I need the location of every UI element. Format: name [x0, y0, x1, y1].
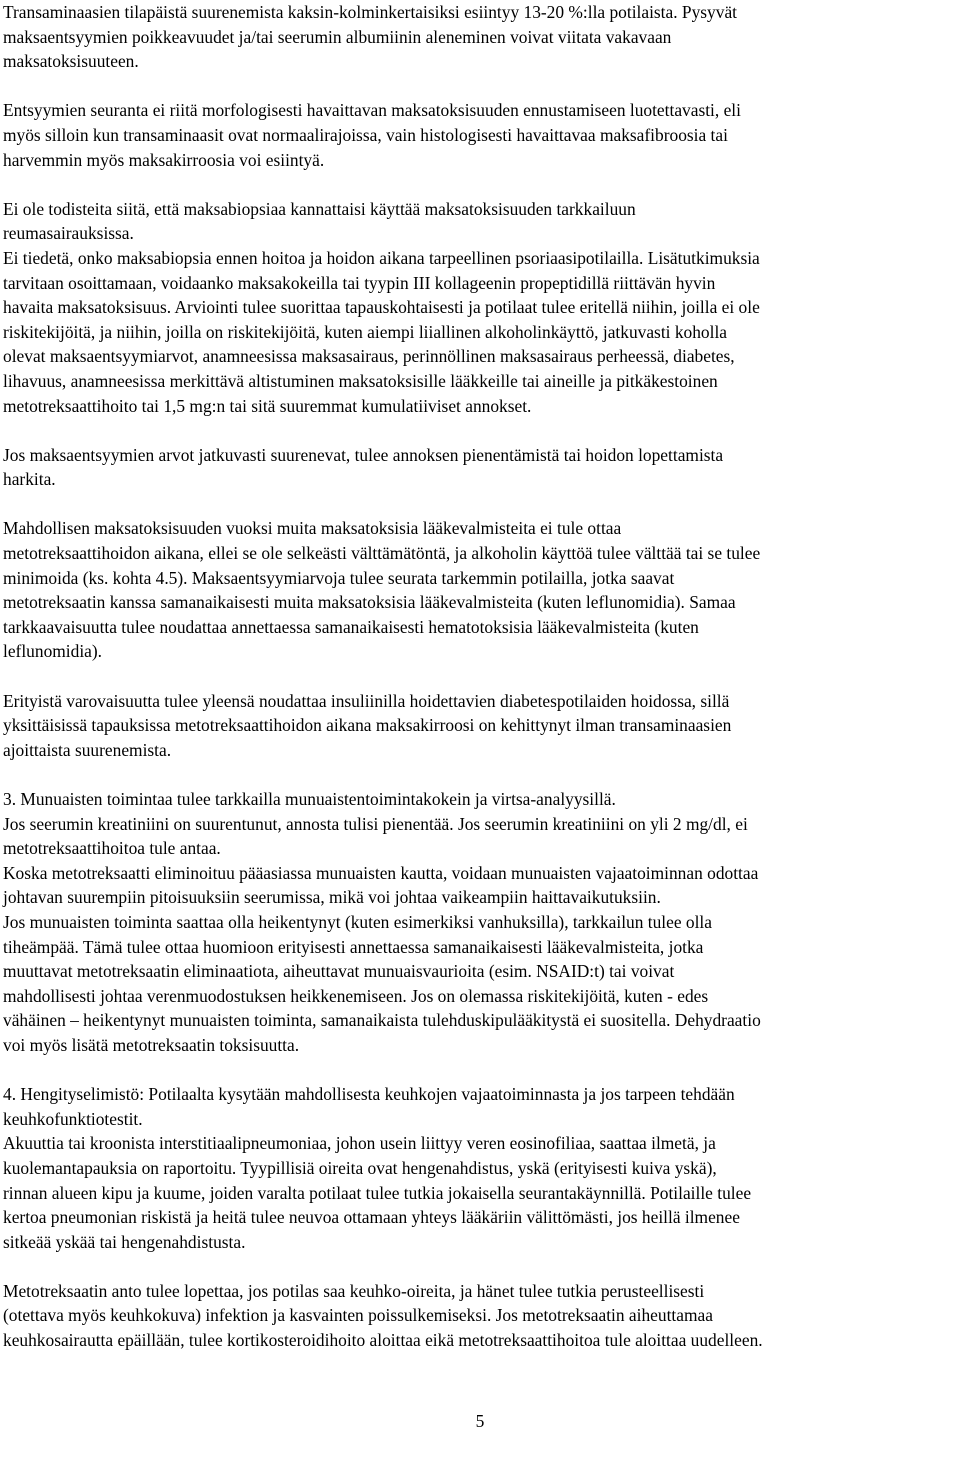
paragraph-enzyme-monitoring: Entsyymien seuranta ei riitä morfologisesti havaittavan maksatoksisuuden ennustamiseen luotettavasti, eli myös silloin kun transaminaasit ovat normaalirajoissa, vain histologisesti havaittavaa maksafibroosia tai harvemmin myös maksakirroosia voi esiintyä. [3, 100, 741, 170]
paragraph-liver-biopsy: Ei ole todisteita siitä, että maksabiopsiaa kannattaisi käyttää maksatoksisuuden tarkkailuun reumasairauksissa. Ei tiedetä, onko maksabiopsia ennen hoitoa ja hoidon aikana tarpeellinen psoriaasipotilailla. Lisätutkimuksia tarvitaan osoittamaan, voidaanko maksakokeilla tai tyypin III kollageenin propeptidillä riittävän hyvin havaita maksatoksisuus. Arviointi tulee suorittaa tapauskohtaisesti ja potilaat tulee eritellä niihin, joilla ei ole riskitekijöitä, ja niihin, joilla on riskitekijöitä, kuten aiempi liiallinen alkoholinkäyttö, jatkuvasti koholla olevat maksaentsyymiarvot, anamneesissa maksasairaus, perinnöllinen maksasairaus perheessä, diabetes, lihavuus, anamneesissa merkittävä altistuminen maksatoksisille lääkkeille tai aineille ja pitkäkestoinen metotreksaattihoito tai 1,5 mg:n tai sitä suuremmat kumulatiiviset annokset. [3, 198, 760, 416]
paragraph-dose-reduction: Jos maksaentsyymien arvot jatkuvasti suurenevat, tulee annoksen pienentämistä tai hoidon lopettamista harkita. [3, 444, 724, 490]
paragraph-spacer [3, 664, 960, 689]
paragraph-transaminases: Transaminaasien tilapäistä suurenemista kaksin-kolminkertaisiksi esiintyy 13-20 %:lla potilaista. Pysyvät maksaentsyymien poikkeavuudet ja/tai seerumin albumiinin aleneminen voivat viitata vakavaan maksatoksisuuteen. [3, 2, 737, 72]
paragraph-respiratory-system: 4. Hengityselimistö: Potilaalta kysytään mahdollisesta keuhkojen vajaatoiminnasta ja jos tarpeen tehdään keuhkofunktiotestit. Akuuttia tai kroonista interstitiaalipneumoniaa, johon usein liittyy veren eosinofiliaa, saattaa ilmetä, ja kuolemantapauksia on raportoitu. Tyypillisiä oireita ovat hengenahdistus, yskä (erityisesti kuiva yskä), rinnan alueen kipu ja kuume, joiden varalta potilaat tulee tutkia jokaisella seurantakäynnillä. Potilaille tulee kertoa pneumonian riskistä ja heitä tulee neuvoa ottamaan yhteys lääkäriin välittömästi, jos heillä ilmenee sitkeää yskää tai hengenahdistusta. [3, 1084, 752, 1252]
paragraph-spacer [3, 418, 960, 443]
paragraph-spacer [3, 172, 960, 197]
page-number: 5 [475, 1411, 485, 1431]
paragraph-spacer [3, 1254, 960, 1279]
document-page [3, 0, 960, 1353]
paragraph-renal-function: 3. Munuaisten toimintaa tulee tarkkailla munuaistentoimintakokein ja virtsa-analyysillä. Jos seerumin kreatiniini on suurentunut, annosta tulisi pienentää. Jos seerumin kreatiniini on yli 2 mg/dl, ei metotreksaattihoitoa tule antaa. Koska metotreksaatti eliminoituu pääasiassa munuaisten kautta, voidaan munuaisten vajaatoiminnan odottaa johtavan suurempiin pitoisuuksiin seerumissa, mikä voi johtaa vaikeampiin haittavaikutuksiin. Jos munuaisten toiminta saattaa olla heikentynyt (kuten esimerkiksi vanhuksilla), tarkkailun tulee olla tiheämpää. Tämä tulee ottaa huomioon erityisesti annettaessa samanaikaisesti lääkevalmisteita, jotka muuttavat metotreksaatin eliminaatiota, aiheuttavat munuaisvaurioita (esim. NSAID:t) tai voivat mahdollisesti johtaa verenmuodostuksen heikkenemiseen. Jos on olemassa riskitekijöitä, kuten - edes vähäinen – heikentynyt munuaisten toiminta, samanaikaista tulehduskipulääkitystä ei suositella. Dehydraatio voi myös lisätä metotreksaatin toksisuutta. [3, 789, 761, 1055]
paragraph-spacer [3, 1058, 960, 1083]
paragraph-discontinuation: Metotreksaatin anto tulee lopettaa, jos potilas saa keuhko-oireita, ja hänet tulee tutkia perusteellisesti (otettava myös keuhkokuva) infektion ja kasvainten poissulkemiseksi. Jos metotreksaatin aiheuttamaa keuhkosairautta epäillään, tulee kortikosteroidihoito aloittaa eikä metotreksaattihoitoa tule aloittaa uudelleen. [3, 1280, 763, 1351]
paragraph-spacer [3, 492, 960, 517]
paragraph-diabetes-caution: Erityistä varovaisuutta tulee yleensä noudattaa insuliinilla hoidettavien diabetespotilaiden hoidossa, sillä yksittäisissä tapauksissa metotreksaattihoidon aikana maksakirroosi on kehittynyt ilman transaminaasien ajoittaista suurenemista. [3, 690, 732, 760]
paragraph-spacer [3, 762, 960, 787]
paragraph-spacer [3, 74, 960, 99]
paragraph-hepatotoxic-drugs: Mahdollisen maksatoksisuuden vuoksi muita maksatoksisia lääkevalmisteita ei tule ottaa metotreksaattihoidon aikana, ellei se ole selkeästi välttämätöntä, ja alkoholin käyttöä tulee välttää tai se tulee minimoida (ks. kohta 4.5). Maksaentsyymiarvoja tulee seurata tarkemmin potilailla, jotka saavat metotreksaatin kanssa samanaikaisesti muita maksatoksisia lääkevalmisteita (kuten leflunomidia). Samaa tarkkaavaisuutta tulee noudattaa annettaessa samanaikaisesti hematotoksisia lääkevalmisteita (kuten leflunomidia). [3, 518, 761, 662]
